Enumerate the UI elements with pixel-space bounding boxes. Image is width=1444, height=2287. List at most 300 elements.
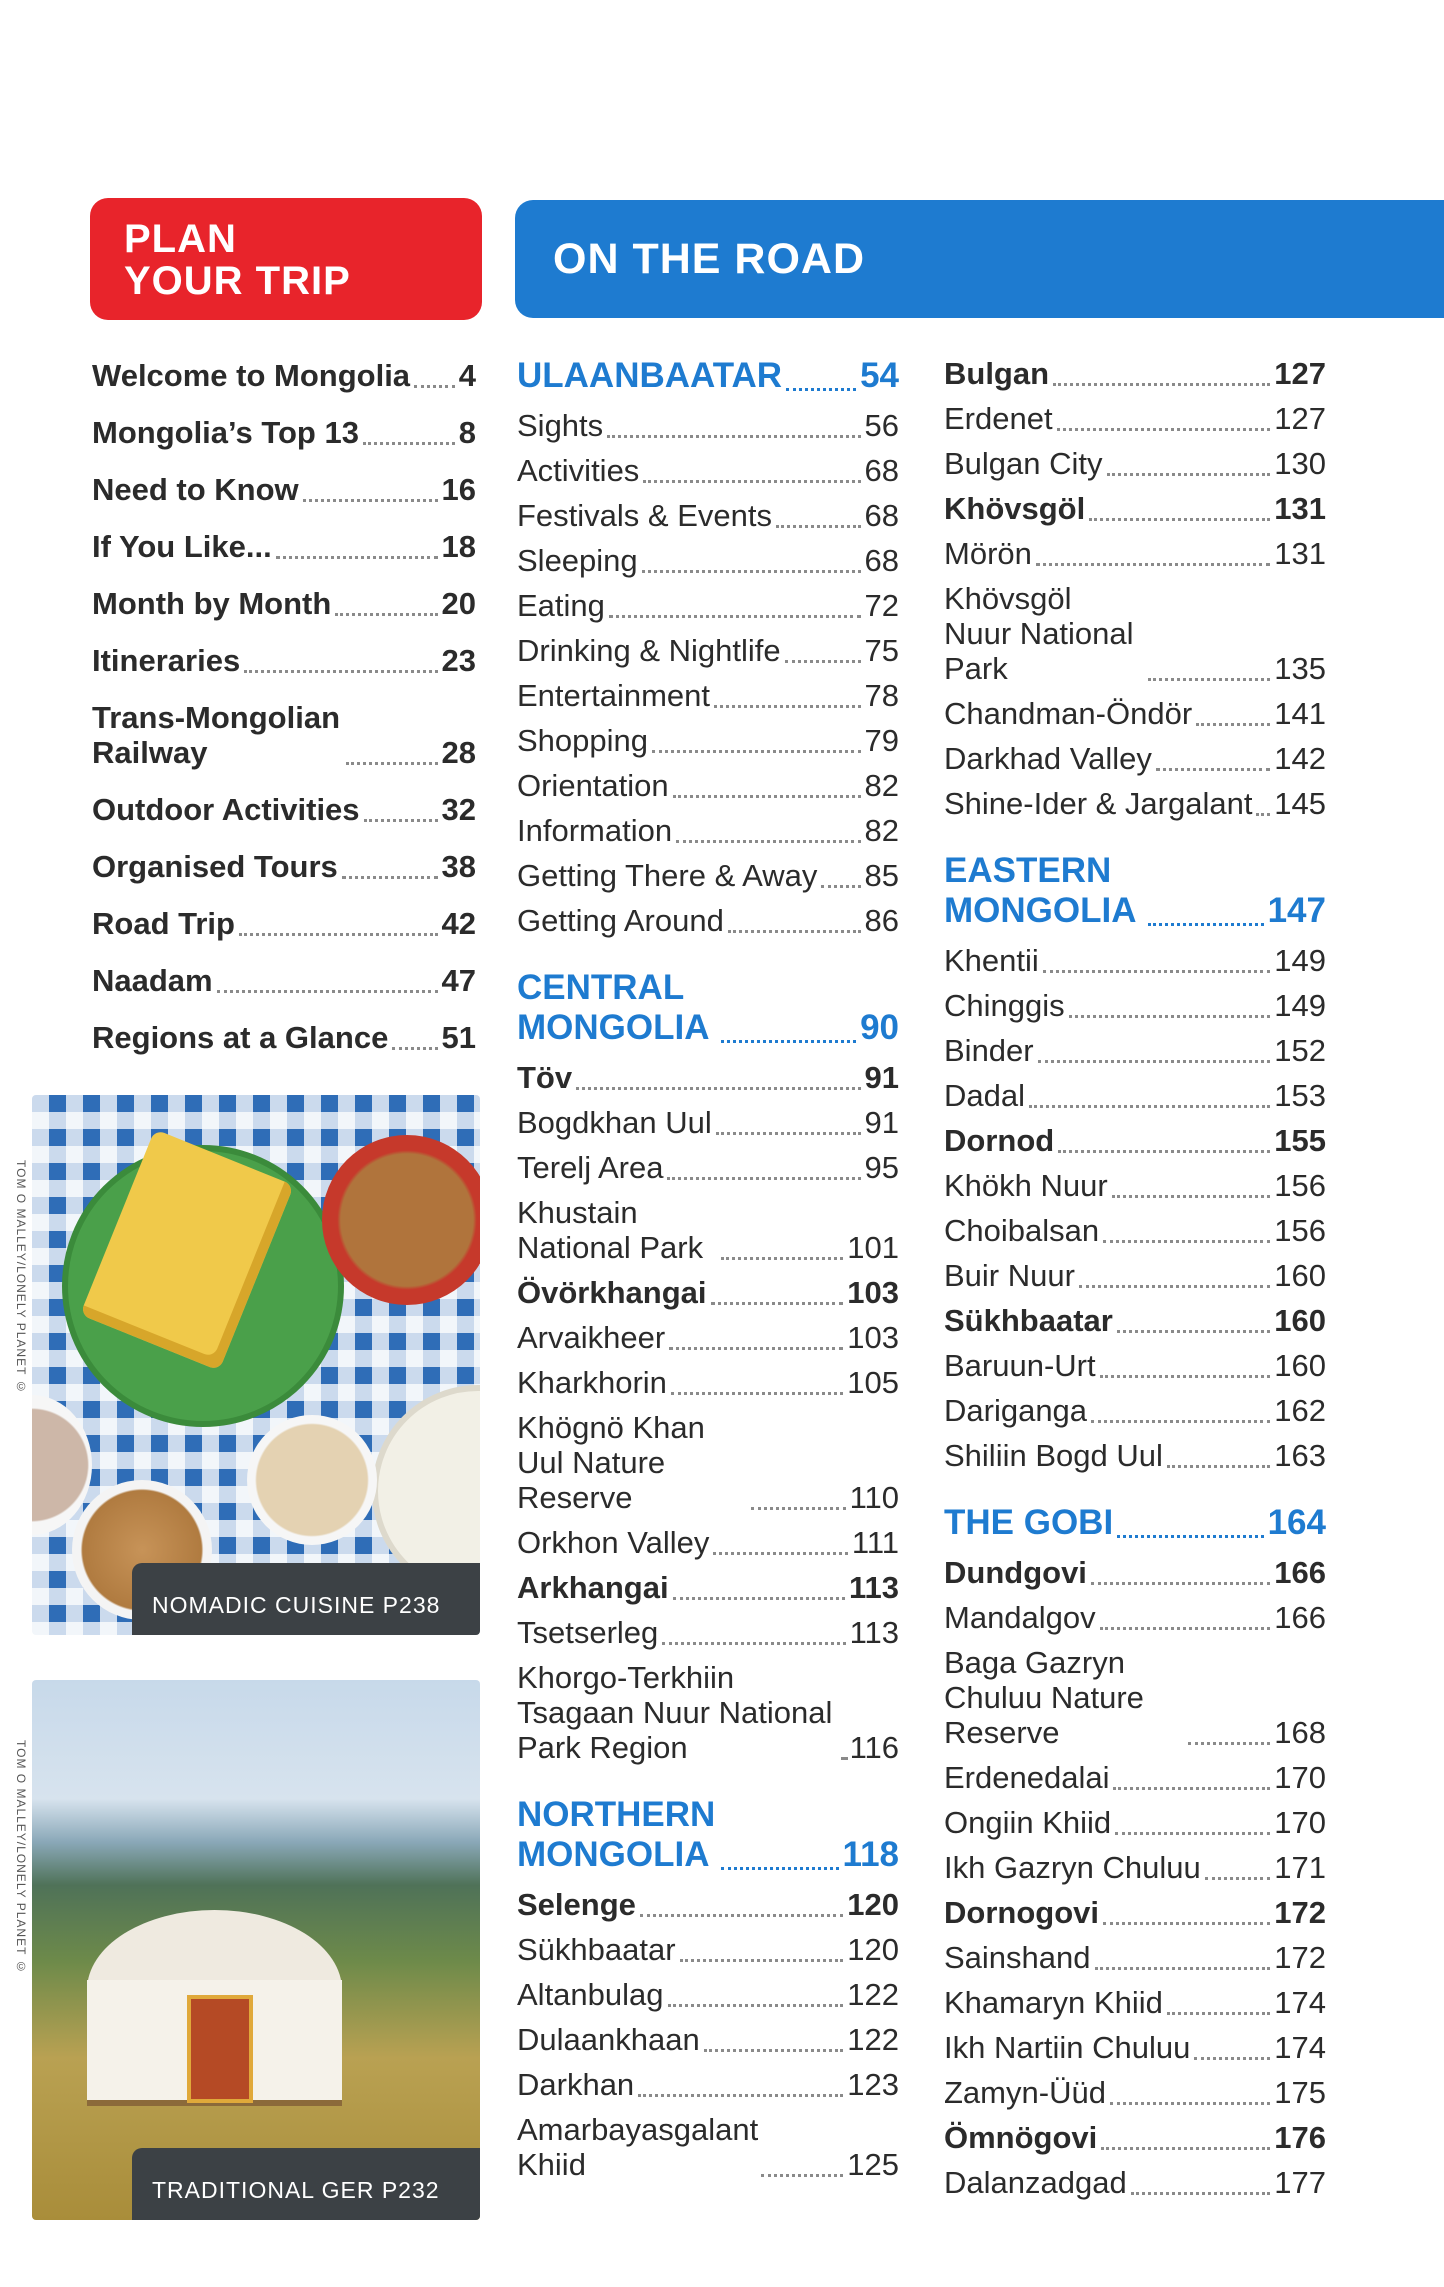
plan-trip-list — [92, 358, 476, 1077]
page-number: 156 — [1274, 1168, 1326, 1203]
page-number: 23 — [441, 643, 476, 678]
page-number: 123 — [847, 2067, 899, 2102]
toc-entry[interactable] — [517, 813, 899, 848]
dot-leader — [1117, 1330, 1270, 1333]
toc-entry[interactable] — [517, 633, 899, 668]
dot-leader — [676, 840, 860, 843]
toc-entry[interactable] — [944, 536, 1326, 571]
dot-leader — [1038, 1060, 1271, 1063]
dot-leader — [1053, 383, 1270, 386]
page-number: 172 — [1274, 1895, 1326, 1930]
toc-entry[interactable] — [944, 1168, 1326, 1203]
dot-leader — [1079, 1285, 1270, 1288]
section-heading-central-mongolia[interactable] — [517, 968, 899, 1048]
dot-leader — [1091, 1420, 1270, 1423]
entry-label: Mongolia’s Top 13 — [92, 415, 359, 450]
entry-label: Ömnögovi — [944, 2120, 1098, 2155]
entry-label: Bulgan City — [944, 446, 1103, 481]
entry-label: Arvaikheer — [517, 1320, 666, 1355]
dot-leader — [667, 1177, 860, 1180]
page-number: 82 — [864, 768, 899, 803]
toc-entry[interactable] — [944, 1985, 1326, 2020]
dot-leader — [1205, 1877, 1271, 1880]
toc-entry[interactable] — [92, 472, 476, 507]
page-number: 68 — [864, 453, 899, 488]
entry-label: Khökh Nuur — [944, 1168, 1108, 1203]
toc-entry[interactable] — [92, 792, 476, 827]
entry-label: Sükhbaatar — [517, 1932, 676, 1967]
dot-leader — [669, 1347, 843, 1350]
toc-entry[interactable] — [517, 1660, 899, 1765]
dot-leader — [721, 1257, 843, 1260]
toc-entry[interactable] — [944, 1078, 1326, 1113]
page-number: 153 — [1274, 1078, 1326, 1113]
toc-entry[interactable] — [517, 1365, 899, 1400]
toc-entry[interactable] — [944, 988, 1326, 1023]
page-number: 54 — [860, 356, 899, 395]
page-number: 130 — [1274, 446, 1326, 481]
toc-entry[interactable] — [944, 1213, 1326, 1248]
toc-entry[interactable] — [92, 963, 476, 998]
toc-entry[interactable] — [92, 643, 476, 678]
dot-leader — [1167, 2012, 1270, 2015]
toc-entry[interactable] — [517, 1060, 899, 1095]
entry-label: Activities — [517, 453, 640, 488]
entry-label: Entertainment — [517, 678, 710, 713]
dot-leader — [841, 1757, 846, 1760]
entry-label: Amarbayasgalant Khiid — [517, 2112, 759, 2182]
page-number: 68 — [864, 498, 899, 533]
page-number: 111 — [851, 1525, 899, 1560]
entry-label: Orientation — [517, 768, 669, 803]
dot-leader — [1113, 1787, 1270, 1790]
dot-leader — [640, 1914, 843, 1917]
entry-label: Drinking & Nightlife — [517, 633, 781, 668]
toc-column-2 — [517, 356, 899, 2192]
page-number: 8 — [458, 415, 476, 450]
photo-caption[interactable]: TRADITIONAL GER P232 — [132, 2148, 480, 2220]
entry-label: Ongiin Khiid — [944, 1805, 1112, 1840]
page-number: 91 — [864, 1105, 899, 1140]
entry-label: Need to Know — [92, 472, 299, 507]
toc-entry[interactable] — [517, 1410, 899, 1515]
page-number: 135 — [1274, 651, 1326, 686]
entry-label: Khögnö Khan Uul Nature Reserve — [517, 1410, 705, 1515]
toc-entry[interactable] — [944, 1850, 1326, 1885]
dot-leader — [714, 705, 861, 708]
page-number: 120 — [847, 1887, 899, 1922]
entry-label: Khövsgöl Nuur National Park — [944, 581, 1134, 686]
toc-entry[interactable] — [92, 906, 476, 941]
entry-label: NORTHERN MONGOLIA — [517, 1795, 716, 1874]
entry-label: THE GOBI — [944, 1503, 1114, 1542]
dot-leader — [721, 1040, 856, 1043]
dot-leader — [1117, 1535, 1263, 1538]
traditional-ger-photo[interactable] — [32, 1680, 480, 2220]
dot-leader — [1100, 1627, 1271, 1630]
dot-leader — [704, 2049, 844, 2052]
page-number: 131 — [1274, 536, 1326, 571]
page-number: 110 — [849, 1480, 899, 1515]
entry-label: Sainshand — [944, 1940, 1091, 1975]
toc-entry[interactable] — [517, 1275, 899, 1310]
dot-leader — [668, 2004, 844, 2007]
page-number: 4 — [458, 358, 476, 393]
page-number: 152 — [1274, 1033, 1326, 1068]
entry-label: Month by Month — [92, 586, 332, 621]
entry-label: If You Like... — [92, 529, 272, 564]
ger-shape — [87, 1910, 342, 2100]
toc-entry[interactable] — [944, 1123, 1326, 1158]
entry-label: Regions at a Glance — [92, 1020, 389, 1055]
entry-label: Darkhan — [517, 2067, 635, 2102]
entry-label: Dundgovi — [944, 1555, 1087, 1590]
dot-leader — [1036, 563, 1270, 566]
entry-label: Terelj Area — [517, 1150, 664, 1185]
entry-label: Sights — [517, 408, 604, 443]
toc-entry[interactable] — [944, 2075, 1326, 2110]
page-number: 113 — [848, 1570, 899, 1605]
page-number: 172 — [1274, 1940, 1326, 1975]
toc-entry[interactable] — [944, 1645, 1326, 1750]
toc-entry[interactable] — [944, 2120, 1326, 2155]
dot-leader — [414, 385, 455, 388]
page-number: 125 — [847, 2147, 899, 2182]
dot-leader — [652, 750, 861, 753]
dot-leader — [1103, 1922, 1270, 1925]
toc-entry[interactable] — [944, 943, 1326, 978]
dot-leader — [1148, 923, 1264, 926]
toc-entry[interactable] — [92, 586, 476, 621]
entry-label: Baruun-Urt — [944, 1348, 1096, 1383]
page-number: 127 — [1274, 401, 1326, 436]
toc-entry[interactable] — [944, 581, 1326, 686]
dot-leader — [363, 442, 455, 445]
dot-leader — [785, 660, 861, 663]
page-number: 16 — [441, 472, 476, 507]
entry-label: Mörön — [944, 536, 1032, 571]
toc-entry[interactable] — [944, 741, 1326, 776]
toc-entry[interactable] — [517, 2067, 899, 2102]
entry-label: Outdoor Activities — [92, 792, 360, 827]
dot-leader — [609, 615, 861, 618]
page-number: 82 — [864, 813, 899, 848]
toc-entry[interactable] — [92, 1020, 476, 1055]
dot-leader — [1089, 518, 1270, 521]
toc-entry[interactable] — [517, 1615, 899, 1650]
photo-caption[interactable]: NOMADIC CUISINE P238 — [132, 1563, 480, 1635]
dot-leader — [276, 556, 438, 559]
entry-label: CENTRAL MONGOLIA — [517, 968, 710, 1047]
dot-leader — [1194, 2057, 1270, 2060]
page-number: 177 — [1274, 2165, 1326, 2200]
dot-leader — [1148, 678, 1270, 681]
dot-leader — [1057, 428, 1271, 431]
toc-entry[interactable] — [944, 1555, 1326, 1590]
page-number: 42 — [441, 906, 476, 941]
entry-label: Darkhad Valley — [944, 741, 1152, 776]
page-number: 18 — [441, 529, 476, 564]
toc-entry[interactable] — [517, 2022, 899, 2057]
entry-label: Dadal — [944, 1078, 1025, 1113]
page-number: 149 — [1274, 988, 1326, 1023]
dot-leader — [1095, 1967, 1271, 1970]
page-number: 155 — [1274, 1123, 1326, 1158]
page-number: 91 — [864, 1060, 899, 1095]
toc-entry[interactable] — [517, 678, 899, 713]
page-number: 105 — [847, 1365, 899, 1400]
dot-leader — [716, 1132, 861, 1135]
toc-entry[interactable] — [517, 903, 899, 938]
entry-label: Dornogovi — [944, 1895, 1099, 1930]
entry-label: Tsetserleg — [517, 1615, 659, 1650]
nomadic-cuisine-photo[interactable] — [32, 1095, 480, 1635]
dot-leader — [1101, 2147, 1270, 2150]
toc-entry[interactable] — [517, 1570, 899, 1605]
entry-label: Itineraries — [92, 643, 241, 678]
page-number: 116 — [849, 1730, 899, 1765]
dot-leader — [244, 670, 437, 673]
toc-entry[interactable] — [944, 786, 1326, 821]
toc-entry[interactable] — [944, 696, 1326, 731]
entry-label: Khövsgöl — [944, 491, 1086, 526]
entry-label: Selenge — [517, 1887, 636, 1922]
page-number: 171 — [1274, 1850, 1326, 1885]
toc-entry[interactable] — [517, 453, 899, 488]
toc-entry[interactable] — [944, 1760, 1326, 1795]
dot-leader — [761, 2174, 843, 2177]
dot-leader — [642, 570, 861, 573]
entry-label: Welcome to Mongolia — [92, 358, 411, 393]
toc-entry[interactable] — [944, 1303, 1326, 1338]
dot-leader — [1029, 1105, 1270, 1108]
page-number: 127 — [1274, 356, 1326, 391]
page-number: 95 — [864, 1150, 899, 1185]
page-number: 38 — [441, 849, 476, 884]
page-number: 147 — [1267, 891, 1326, 930]
page-number: 170 — [1274, 1760, 1326, 1795]
page-number: 166 — [1274, 1555, 1326, 1590]
section-heading-northern-mongolia[interactable] — [517, 1795, 899, 1875]
toc-entry[interactable] — [944, 1258, 1326, 1293]
entry-label: Bulgan — [944, 356, 1050, 391]
toc-entry[interactable] — [944, 1895, 1326, 1930]
dot-leader — [303, 499, 438, 502]
toc-entry[interactable] — [517, 588, 899, 623]
entry-label: Töv — [517, 1060, 573, 1095]
page-number: 160 — [1274, 1348, 1326, 1383]
dot-leader — [1110, 2102, 1270, 2105]
entry-label: Övörkhangai — [517, 1275, 707, 1310]
page-number: 47 — [441, 963, 476, 998]
dot-leader — [751, 1507, 846, 1510]
entry-label: Road Trip — [92, 906, 235, 941]
page-number: 160 — [1274, 1303, 1326, 1338]
toc-entry[interactable] — [517, 1932, 899, 1967]
entry-label: Erdenet — [944, 401, 1053, 436]
plan-your-trip-banner — [90, 198, 482, 320]
entry-label: Orkhon Valley — [517, 1525, 710, 1560]
entry-label: Bogdkhan Uul — [517, 1105, 712, 1140]
photo-credit: TOM O MALLEY/LONELY PLANET © — [14, 1740, 28, 1975]
plan-banner-title: PLAN YOUR TRIP — [124, 217, 351, 303]
page-number: 101 — [847, 1230, 899, 1265]
toc-entry[interactable] — [92, 415, 476, 450]
dot-leader — [821, 885, 860, 888]
dot-leader — [1131, 2192, 1271, 2195]
entry-label: Eating — [517, 588, 605, 623]
page-number: 56 — [864, 408, 899, 443]
entry-label: Sükhbaatar — [944, 1303, 1113, 1338]
toc-entry[interactable] — [517, 2112, 899, 2182]
page-number: 160 — [1274, 1258, 1326, 1293]
dot-leader — [713, 1552, 847, 1555]
page-number: 164 — [1267, 1503, 1326, 1542]
dot-leader — [1256, 813, 1270, 816]
toc-entry[interactable] — [517, 1105, 899, 1140]
toc-entry[interactable] — [517, 498, 899, 533]
toc-entry[interactable] — [944, 2030, 1326, 2065]
entry-label: Dalanzadgad — [944, 2165, 1127, 2200]
toc-entry[interactable] — [517, 408, 899, 443]
page-number: 85 — [864, 858, 899, 893]
on-the-road-banner — [515, 200, 1444, 318]
toc-entry[interactable] — [92, 529, 476, 564]
dot-leader — [1043, 970, 1270, 973]
dot-leader — [1115, 1832, 1270, 1835]
dot-leader — [671, 1392, 843, 1395]
toc-entry[interactable] — [92, 358, 476, 393]
entry-label: Arkhangai — [517, 1570, 669, 1605]
entry-label: Chandman-Öndör — [944, 696, 1193, 731]
dot-leader — [728, 930, 861, 933]
dot-leader — [1112, 1195, 1271, 1198]
page-number: 68 — [864, 543, 899, 578]
dot-leader — [607, 435, 860, 438]
page-number: 120 — [847, 1932, 899, 1967]
page-number: 149 — [1274, 943, 1326, 978]
entry-label: Choibalsan — [944, 1213, 1100, 1248]
page-number: 176 — [1274, 2120, 1326, 2155]
road-banner-title: ON THE ROAD — [553, 235, 865, 283]
section-heading-eastern-mongolia[interactable] — [944, 851, 1326, 931]
page-number: 103 — [847, 1320, 899, 1355]
entry-label: Chinggis — [944, 988, 1065, 1023]
toc-entry[interactable] — [517, 723, 899, 758]
entry-label: Khustain National Park — [517, 1195, 704, 1265]
entry-label: EASTERN MONGOLIA — [944, 851, 1137, 930]
dot-leader — [1188, 1742, 1270, 1745]
dot-leader — [711, 1302, 844, 1305]
toc-entry[interactable] — [944, 356, 1326, 391]
toc-entry[interactable] — [517, 1525, 899, 1560]
entry-label: Information — [517, 813, 673, 848]
entry-label: Altanbulag — [517, 1977, 664, 2012]
toc-entry[interactable] — [944, 1393, 1326, 1428]
dot-leader — [392, 1047, 437, 1050]
toc-entry[interactable] — [517, 1887, 899, 1922]
page-number: 122 — [847, 2022, 899, 2057]
dot-leader — [576, 1087, 860, 1090]
dot-leader — [1103, 1240, 1270, 1243]
photo-credit: TOM O MALLEY/LONELY PLANET © — [14, 1160, 28, 1395]
entry-label: Mandalgov — [944, 1600, 1096, 1635]
page-number: 142 — [1274, 741, 1326, 776]
toc-entry[interactable] — [944, 1600, 1326, 1635]
page-number: 103 — [847, 1275, 899, 1310]
toc-entry[interactable] — [944, 1438, 1326, 1473]
bowl-shape — [247, 1415, 377, 1545]
entry-label: Naadam — [92, 963, 213, 998]
dot-leader — [342, 876, 438, 879]
section-heading-the-gobi[interactable] — [944, 1503, 1326, 1543]
toc-entry[interactable] — [944, 401, 1326, 436]
toc-entry[interactable] — [517, 1150, 899, 1185]
toc-entry[interactable] — [944, 1033, 1326, 1068]
page-number: 20 — [441, 586, 476, 621]
page-number: 145 — [1274, 786, 1326, 821]
toc-entry[interactable] — [517, 768, 899, 803]
entry-label: Dariganga — [944, 1393, 1088, 1428]
toc-entry[interactable] — [92, 849, 476, 884]
entry-label: Dornod — [944, 1123, 1055, 1158]
page-number: 131 — [1274, 491, 1326, 526]
dot-leader — [786, 388, 856, 391]
toc-column-3 — [944, 356, 1326, 2210]
page-number: 156 — [1274, 1213, 1326, 1248]
toc-entry[interactable] — [944, 491, 1326, 526]
toc-entry[interactable] — [517, 858, 899, 893]
bowl-shape — [322, 1135, 480, 1305]
toc-entry[interactable] — [92, 700, 476, 770]
toc-entry[interactable] — [517, 1320, 899, 1355]
dot-leader — [721, 1867, 839, 1870]
dot-leader — [776, 525, 861, 528]
entry-label: Kharkhorin — [517, 1365, 667, 1400]
entry-label: Shopping — [517, 723, 649, 758]
entry-label: Khamaryn Khiid — [944, 1985, 1163, 2020]
toc-entry[interactable] — [944, 1940, 1326, 1975]
page-number: 79 — [864, 723, 899, 758]
entry-label: Ikh Nartiin Chuluu — [944, 2030, 1191, 2065]
entry-label: Getting Around — [517, 903, 724, 938]
dot-leader — [1107, 473, 1271, 476]
dot-leader — [346, 762, 438, 765]
page-number: 90 — [860, 1008, 899, 1047]
dot-leader — [1100, 1375, 1271, 1378]
page-number: 28 — [441, 735, 476, 770]
entry-label: Zamyn-Üüd — [944, 2075, 1106, 2110]
toc-entry[interactable] — [944, 1348, 1326, 1383]
page-number: 174 — [1274, 1985, 1326, 2020]
toc-entry[interactable] — [944, 2165, 1326, 2200]
entry-label: Dulaankhaan — [517, 2022, 700, 2057]
dot-leader — [1167, 1465, 1270, 1468]
page-number: 51 — [441, 1020, 476, 1055]
toc-entry[interactable] — [944, 446, 1326, 481]
toc-entry[interactable] — [517, 1977, 899, 2012]
section-heading-ulaanbaatar[interactable] — [517, 356, 899, 396]
toc-entry[interactable] — [517, 543, 899, 578]
dot-leader — [638, 2094, 843, 2097]
entry-label: Khentii — [944, 943, 1039, 978]
page-number: 32 — [441, 792, 476, 827]
toc-entry[interactable] — [517, 1195, 899, 1265]
dot-leader — [1156, 768, 1270, 771]
page-number: 174 — [1274, 2030, 1326, 2065]
toc-entry[interactable] — [944, 1805, 1326, 1840]
dot-leader — [1069, 1015, 1271, 1018]
